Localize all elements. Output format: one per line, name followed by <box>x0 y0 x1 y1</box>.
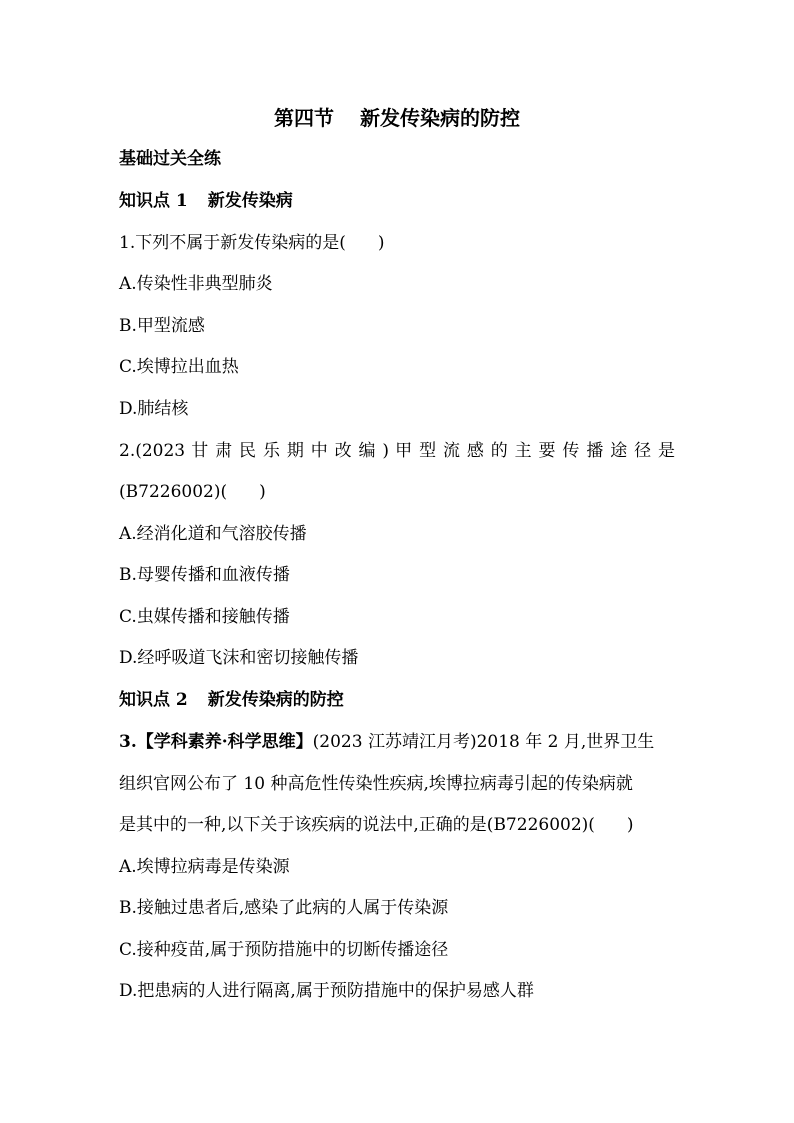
question-1-stem: 1.下列不属于新发传染病的是( ) <box>119 233 385 253</box>
knowledge-point-name: 新发传染病的防控 <box>207 690 344 710</box>
question-2-option-c: C.虫媒传播和接触传播 <box>119 607 290 627</box>
question-3-stem-line-1: 3.【学科素养·科学思维】(2023 江苏靖江月考)2018 年 2 月,世界卫生 <box>119 732 655 752</box>
page-title <box>0 106 794 130</box>
question-2-stem-line-2: (B7226002)( ) <box>119 482 266 502</box>
knowledge-point-label: 知识点 2 <box>119 690 188 710</box>
question-3-option-a: A.埃博拉病毒是传染源 <box>119 857 290 877</box>
question-1-option-c: C.埃博拉出血热 <box>119 357 239 377</box>
knowledge-point-name: 新发传染病 <box>207 191 293 211</box>
exercise-heading: 基础过关全练 <box>119 149 221 169</box>
question-2-option-b: B.母婴传播和血液传播 <box>119 565 290 585</box>
question-3-tag: 【学科素养·科学思维】 <box>136 732 313 752</box>
question-3-number: 3. <box>119 732 137 752</box>
question-1-option-d: D.肺结核 <box>119 399 189 419</box>
question-1-option-a: A.传染性非典型肺炎 <box>119 274 273 294</box>
question-2-option-a: A.经消化道和气溶胶传播 <box>119 524 307 544</box>
question-3-option-d: D.把患病的人进行隔离,属于预防措施中的保护易感人群 <box>119 981 534 1001</box>
knowledge-point-label: 知识点 1 <box>119 191 188 211</box>
question-3-stem-line-3: 是其中的一种,以下关于该疾病的说法中,正确的是(B7226002)( ) <box>119 815 634 835</box>
knowledge-point-1 <box>119 190 293 212</box>
question-1-option-b: B.甲型流感 <box>119 316 205 336</box>
question-3-option-c: C.接种疫苗,属于预防措施中的切断传播途径 <box>119 940 449 960</box>
section-number: 第四节 <box>274 106 334 130</box>
section-name: 新发传染病的防控 <box>360 106 520 130</box>
question-2-stem-line-1: 2.(2023 甘 肃 民 乐 期 中 改 编 ) 甲 型 流 感 的 主 要 传 播 途 径 是 <box>119 441 675 461</box>
question-3-stem-line-2: 组织官网公布了 10 种高危性传染性疾病,埃博拉病毒引起的传染病就 <box>119 774 633 794</box>
knowledge-point-2 <box>119 689 344 711</box>
question-3-option-b: B.接触过患者后,感染了此病的人属于传染源 <box>119 898 449 918</box>
question-2-option-d: D.经呼吸道飞沫和密切接触传播 <box>119 648 359 668</box>
